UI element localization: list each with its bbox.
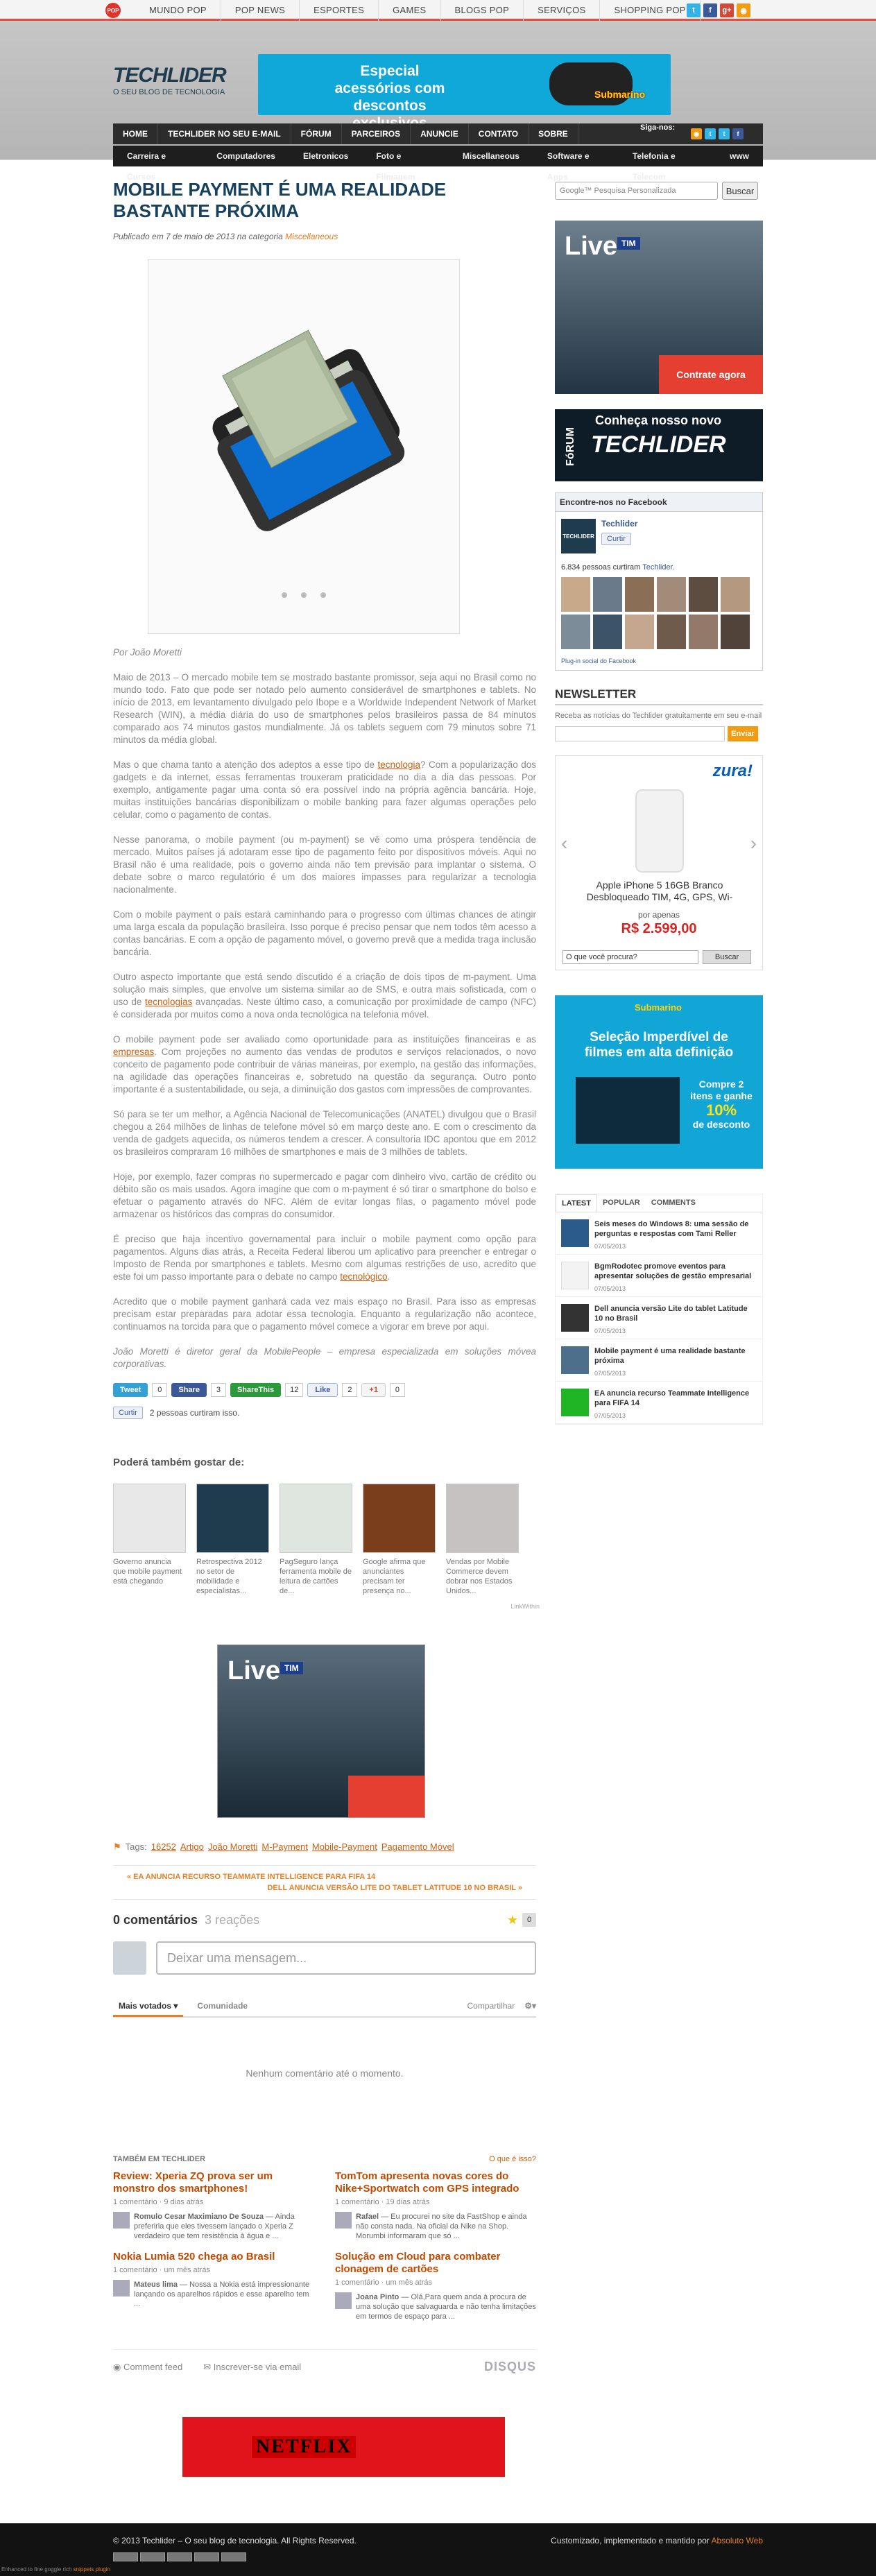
- price-prefix: por apenas: [637, 910, 680, 920]
- badge[interactable]: [167, 2552, 192, 2561]
- ad-red-block: [348, 1776, 424, 1817]
- article-body: [113, 646, 536, 1371]
- latest-item[interactable]: EA anuncia recurso Teammate Intelligence para FIFA 14 07/05/2013: [556, 1382, 762, 1424]
- category-item[interactable]: Miscellaneous: [462, 151, 519, 161]
- email-field[interactable]: [555, 726, 725, 741]
- related-caption: PagSeguro lança ferramenta mobile de leitura de cartões de...: [280, 1558, 352, 1595]
- zura-logo: zura!: [712, 762, 753, 780]
- google-plus-icon[interactable]: g+: [720, 3, 734, 17]
- post-meta-text: Publicado em 7 de maio de 2013 na categoria: [113, 232, 286, 241]
- movie-covers: [576, 1077, 680, 1144]
- tag-link[interactable]: Artigo: [180, 1841, 204, 1852]
- iphone-image: [635, 789, 684, 873]
- ad-live-text: Live: [227, 1656, 281, 1685]
- chevron-left-icon[interactable]: ‹: [561, 832, 568, 854]
- related-caption: Governo anuncia que mobile payment está chegando: [113, 1558, 182, 1586]
- tag-link[interactable]: João Moretti: [207, 1841, 258, 1852]
- forum-vertical-label: FóRUM: [565, 427, 576, 466]
- favorite-count: 0: [522, 1913, 536, 1927]
- top-nav-item[interactable]: SHOPPING POP: [600, 0, 700, 21]
- comment-feed-link[interactable]: ◉ Comment feed: [113, 2361, 183, 2372]
- fb-like-text: 2 pessoas curtiram isso.: [149, 1408, 240, 1418]
- site-footer: [0, 2523, 876, 2576]
- zura-search-input[interactable]: O que você procura?: [562, 950, 698, 964]
- paragraph: Mas o que chama tanto a atenção dos adeptos a esse tipo de tecnologia? Com a popularização dos gadgets e da internet, essas ferramentas trouxeram praticidade no dia a dia das pessoas. Por exemplo, antigamente pagar uma conta só era possível indo na própria agência bancária. Hoje, muitas instituições bancárias disponibilizam o mobile banking para fazer algumas operações pelo celular, como o pagamento de contas.: [113, 759, 536, 820]
- latest-thumb: [561, 1262, 589, 1289]
- paragraph: É preciso que haja incentivo governamental para incluir o mobile payment como opção para pagamentos. Alguns dias atrás, a Receita Federal liberou um aplicativo para preencher e entregar o Imposto de Renda por smartphones e tablets. Mesmo com algumas restrições de uso, acredito que este foi um passo importante para o debate no campo tecnológico.: [113, 1234, 536, 1282]
- site-logo[interactable]: [113, 65, 252, 96]
- live-tim-ad-sidebar[interactable]: [555, 221, 763, 394]
- ad-promo: Compre 2 itens e ganhe 10% de desconto: [690, 1079, 753, 1130]
- tag-link[interactable]: Mobile-Payment: [311, 1841, 377, 1852]
- also-on-item[interactable]: [113, 2251, 314, 2321]
- reactions-count[interactable]: 3 reações: [205, 1912, 260, 1927]
- credit-link[interactable]: Absoluto Web: [711, 2536, 763, 2545]
- ad-tim-logo: TIM: [280, 1662, 303, 1674]
- zura-product-ad[interactable]: [555, 755, 763, 970]
- fan-avatar[interactable]: [561, 615, 590, 649]
- sidebar: [555, 182, 763, 1425]
- author-bio: João Moretti é diretor geral da MobilePeople – empresa especializada em soluções móvea corporativas.: [113, 1346, 536, 1369]
- nav-item[interactable]: TECHLIDER NO SEU E-MAIL: [158, 123, 291, 144]
- also-on-title[interactable]: Review: Xperia ZQ prova ser um monstro dos smartphones!: [113, 2170, 273, 2195]
- category-item[interactable]: www: [729, 151, 749, 161]
- main-content: [113, 179, 540, 2477]
- also-on-title[interactable]: Solução em Cloud para combater clonagem de cartões: [335, 2251, 501, 2275]
- inline-link[interactable]: empresas: [113, 1047, 155, 1057]
- latest-thumb: [561, 1219, 589, 1247]
- tag-link[interactable]: M-Payment: [261, 1841, 308, 1852]
- gear-icon[interactable]: ⚙▾: [524, 2001, 536, 2011]
- post-title[interactable]: MOBILE PAYMENT É UMA REALIDADE BASTANTE PRÓXIMA: [113, 179, 447, 221]
- banner-brand: Submarino: [594, 89, 646, 100]
- chevron-right-icon[interactable]: ›: [750, 832, 757, 854]
- footer-credit: Customizado, implementado e mantido por Absoluto Web: [551, 2536, 763, 2545]
- also-on-excerpt: Rafael — Eu procurei no site da FastShop e ainda não consta nada. Na oficial da Nike na Shop. Morumbi informaram que só ...: [356, 2213, 527, 2240]
- related-heading: Poderá também gostar de:: [113, 1457, 245, 1468]
- inline-link[interactable]: tecnologia: [377, 759, 421, 770]
- badge[interactable]: [113, 2552, 138, 2561]
- disqus-tabs: [113, 1995, 536, 2018]
- gplus-count: 0: [390, 1383, 405, 1397]
- facebook-likebox-heading: Encontre-nos no Facebook: [556, 493, 762, 512]
- site-header: [0, 21, 876, 182]
- fan-avatar[interactable]: [593, 577, 622, 612]
- top-nav: [135, 0, 701, 21]
- related-item[interactable]: [113, 1484, 186, 1596]
- related-item[interactable]: [280, 1484, 352, 1596]
- post-category-link[interactable]: Miscellaneous: [285, 232, 338, 241]
- avatar: [113, 1941, 146, 1975]
- fan-avatar[interactable]: [625, 577, 654, 612]
- newsletter-heading: NEWSLETTER: [555, 687, 763, 705]
- subscribe-email-link[interactable]: ✉ Inscrever-se via email: [203, 2361, 302, 2372]
- related-caption: Google afirma que anunciantes precisam ter presença no...: [363, 1558, 426, 1595]
- category-item[interactable]: Eletronicos: [302, 151, 349, 161]
- tab-best[interactable]: Mais votados ▾: [113, 1995, 183, 2017]
- also-on-header: [113, 2155, 536, 2163]
- latest-item[interactable]: Dell anuncia versão Lite do tablet Latitude 10 no Brasil 07/05/2013: [556, 1297, 762, 1339]
- related-thumb: [446, 1484, 519, 1553]
- search-form: [555, 182, 763, 200]
- latest-thumb: [561, 1346, 589, 1374]
- newsletter-text: Receba as notícias do Techlider gratuitamente em seu e-mail: [555, 712, 762, 720]
- tab-comments[interactable]: COMMENTS: [651, 1199, 696, 1207]
- slider-dots: [148, 590, 459, 600]
- fan-avatar[interactable]: [721, 615, 750, 649]
- twitter-icon[interactable]: t: [705, 128, 716, 139]
- tab-list: [556, 1194, 762, 1212]
- paragraph: Maio de 2013 – O mercado mobile tem se mostrado bastante promissor, seja aqui no Brasil como no mundo todo. Fato que pode ser notado pelo aumento considerável de smartphones e tablets. No início de 2013, em levantamento divulgado pelo Ibope e a Worldwide Independent Network of Market Research (WIN), a média diária do uso de smartphones pelos brasileiros passa de 84 minutos comparado aos 74 minutos gastos mundialmente. Já os tablets seguem com 79 minutos sobre 71 minutos da média global.: [113, 672, 536, 745]
- plugin-link[interactable]: snippets plugin: [73, 2566, 111, 2573]
- fans-count: 6.834 pessoas curtiram Techlider.: [561, 563, 675, 572]
- post-tags: [113, 1841, 536, 1853]
- fan-avatar[interactable]: [689, 615, 718, 649]
- fan-avatar[interactable]: [625, 615, 654, 649]
- fb-curtir-button[interactable]: Curtir: [601, 533, 631, 545]
- category-item[interactable]: Foto e Filmagem: [376, 151, 415, 182]
- disqus-footer: [113, 2349, 536, 2374]
- fb-like-button[interactable]: Like: [307, 1383, 338, 1397]
- top-nav-item[interactable]: MUNDO POP: [135, 0, 221, 21]
- badge[interactable]: [140, 2552, 165, 2561]
- sharethis-button[interactable]: ShareThis: [230, 1383, 281, 1397]
- fb-curtir-button[interactable]: Curtir: [113, 1407, 143, 1419]
- related-posts: [113, 1484, 540, 1610]
- latest-item[interactable]: Mobile payment é uma realidade bastante próxima 07/05/2013: [556, 1339, 762, 1382]
- main-nav: [113, 123, 763, 144]
- banner-text: Especial acessórios com descontos: [334, 63, 445, 114]
- also-on-excerpt: Romulo Cesar Maximiano De Souza — Ainda preferiria que eles tivessem lançado o Xperia Z verdadeiro que tem resistência à água e ...: [134, 2213, 295, 2240]
- post-navigation: [113, 1865, 536, 1900]
- sharethis-count: 12: [285, 1383, 303, 1397]
- badge[interactable]: [221, 2552, 246, 2561]
- submarino-movies-ad[interactable]: [555, 995, 763, 1169]
- category-nav: [113, 146, 763, 182]
- paragraph: O mobile payment pode ser avaliado como oportunidade para as instituições financeiras e as empresas. Com projeções no aumento das vendas de produtos e serviços relacionados, o novo conceito de pagamento pode contribuir de várias maneiras, por exemplo, na gestão das informações, na agilidade das operações financeiras e, sobretudo na questão da segurança. Outro ponto importante é a sustentabilidade, ou seja, a diminuição dos gastos com impressões de comprovantes.: [113, 1034, 536, 1094]
- forum-banner[interactable]: [555, 409, 763, 481]
- fan-avatar[interactable]: [561, 577, 590, 612]
- paragraph: Outro aspecto importante que está sendo discutido é a criação de dois tipos de m-payment. Uma solução mais simples, que envolve um sistema similar ao de SMS, e outra mais sofisticada, com o uso de tecnologias avançadas. Neste último caso, a comunicação por proximidade de campo (NFC) é considerada por muitos como a nova onda tecnológica na telefonia móvel.: [113, 972, 536, 1020]
- disqus-header: [113, 1909, 536, 1930]
- netflix-ad[interactable]: [182, 2417, 505, 2477]
- nav-item[interactable]: ANUNCIE: [411, 123, 469, 144]
- also-on-item[interactable]: [335, 2170, 536, 2241]
- tag-icon: ⚑: [113, 1841, 121, 1852]
- share-bar: [113, 1383, 536, 1397]
- disqus-logo[interactable]: DISQUS: [483, 2360, 536, 2373]
- related-item[interactable]: [363, 1484, 436, 1596]
- facebook-icon[interactable]: f: [703, 3, 717, 17]
- tag-link[interactable]: Pagamento Móvel: [381, 1841, 454, 1852]
- slider-dot[interactable]: [282, 592, 287, 598]
- newsletter-form: [555, 726, 763, 741]
- related-caption: Retrospectiva 2012 no setor de mobilidade e especialistas...: [196, 1558, 262, 1595]
- whats-this-link[interactable]: O que é isso?: [489, 2155, 536, 2163]
- paragraph: Só para se ter um melhor, a Agência Nacional de Telecomunicações (ANATEL) divulgou que o Brasil chegou a 264 milhões de linhas de telefone móvel só em março deste ano. E com o crescimento da venda de gadgets aquecida, os números tendem a crescer. A consultoria IDC apontou que em 2012 os brasileiros compraram 16 milhões de smartphones e mais de 3 milhões de tablets.: [113, 1109, 536, 1157]
- tag-link[interactable]: 16252: [151, 1841, 176, 1852]
- fb-like-row: [113, 1407, 536, 1419]
- latest-thumb: [561, 1389, 589, 1416]
- category-item[interactable]: Carreira e Cursos: [127, 151, 166, 182]
- top-nav-item[interactable]: BLOGS POP: [441, 0, 524, 21]
- product-name: Apple iPhone 5 16GB Branco Desbloqueado TIM, 4G, GPS, Wi-: [586, 879, 733, 902]
- category-item[interactable]: Telefonia e Telecom: [632, 151, 676, 182]
- disqus-comments: [113, 1909, 536, 2374]
- next-post-link[interactable]: DELL ANUNCIA VERSÃO LITE DO TABLET LATITUDE 10 NO BRASIL »: [267, 1884, 522, 1892]
- top-social: [687, 3, 750, 17]
- also-on-list: [113, 2170, 536, 2321]
- newsletter-send-button[interactable]: Enviar: [728, 726, 758, 741]
- related-item[interactable]: [196, 1484, 269, 1596]
- paragraph: Nesse panorama, o mobile payment (ou m-payment) se vê como uma próspera tendência de mercado. Muitos países já adotaram esse tipo de pagamento feito por dispositivos móveis. Aqui no Brasil não é uma realidade, pois o governo ainda não tem previsão para implantar o sistema. O debate sobre o marco regulatório é um dos maiores impasses para regularizar a tecnologia nacionalmente.: [113, 834, 536, 895]
- paragraph: Com o mobile payment o país estará caminhando para o progresso com últimas chances de atingir uma larga escala da população brasileira. Isso porque é preciso pensar que nem todos têm acesso a contas bancárias. E com a opção de pagamento móvel, o governo prevê que a medida traga inclusão bancária.: [113, 909, 536, 957]
- twitter-icon[interactable]: t: [687, 3, 701, 17]
- page-name[interactable]: Techlider: [601, 519, 638, 529]
- related-thumb: [196, 1484, 269, 1553]
- author-line: Por João Moretti: [113, 647, 182, 658]
- like-count: 2: [342, 1383, 357, 1397]
- rss-icon[interactable]: ◉: [691, 128, 702, 139]
- related-item[interactable]: [446, 1484, 519, 1596]
- search-button[interactable]: Buscar: [722, 182, 758, 200]
- nav-social: [691, 128, 744, 139]
- also-on-meta: 1 comentário · um mês atrás: [335, 2278, 432, 2287]
- avatar: [113, 2280, 130, 2296]
- twitter-icon[interactable]: t: [719, 128, 730, 139]
- logo-subtitle: O SEU BLOG DE TECNOLOGIA: [113, 88, 225, 96]
- related-thumb: [113, 1484, 186, 1553]
- page-logo[interactable]: TECHLIDER: [561, 519, 596, 553]
- also-on-label: TAMBÉM EM TECHLIDER: [113, 2155, 206, 2163]
- related-thumb: [280, 1484, 352, 1553]
- copyright: © 2013 Techlider – O seu blog de tecnologia. All Rights Reserved.: [113, 2536, 357, 2545]
- ad-cta: Contrate agora: [659, 355, 763, 394]
- submarino-logo: Submarino: [635, 1002, 682, 1013]
- ad-title: Seleção Imperdível de filmes em alta definição: [584, 1030, 734, 1060]
- forum-banner-line2: TECHLIDER: [591, 431, 726, 458]
- share-count: 3: [211, 1383, 226, 1397]
- fan-avatar[interactable]: [657, 615, 686, 649]
- avatar: [335, 2212, 352, 2229]
- slider-dot[interactable]: [301, 592, 307, 598]
- rss-icon: ◉: [113, 2361, 121, 2372]
- also-on-title[interactable]: Nokia Lumia 520 chega ao Brasil: [113, 2251, 275, 2262]
- logo-title: TECHLIDER: [113, 64, 226, 87]
- netflix-logo: NETFLIX: [252, 2436, 356, 2458]
- slider-dot[interactable]: [320, 592, 326, 598]
- facebook-icon[interactable]: f: [732, 128, 744, 139]
- latest-item[interactable]: BgmRodotec promove eventos para apresentar soluções de gestão empresarial 07/05/2013: [556, 1255, 762, 1297]
- nav-item[interactable]: SOBRE: [529, 123, 578, 144]
- posts-tabs: [555, 1194, 763, 1425]
- avatar: [335, 2292, 352, 2309]
- google-plus-button[interactable]: +1: [361, 1383, 386, 1397]
- inline-link[interactable]: tecnológico: [340, 1271, 388, 1282]
- top-nav-item[interactable]: POP NEWS: [221, 0, 300, 21]
- forum-banner-line1: Conheça nosso novo: [595, 413, 722, 427]
- fan-avatar[interactable]: [721, 577, 750, 612]
- no-comments-text: Nenhum comentário até o momento.: [246, 2068, 404, 2079]
- ad-tim-logo: TIM: [617, 237, 640, 250]
- top-nav-item[interactable]: ESPORTES: [300, 0, 379, 21]
- fan-avatar[interactable]: [593, 615, 622, 649]
- badge[interactable]: [194, 2552, 219, 2561]
- nav-item[interactable]: HOME: [113, 123, 158, 144]
- header-banner-ad[interactable]: [258, 54, 671, 115]
- also-on-meta: 1 comentário · 9 dias atrás: [113, 2198, 204, 2206]
- phones-with-money-image: [148, 260, 461, 635]
- related-thumb: [363, 1484, 436, 1553]
- also-on-excerpt: Mateus lima — Nossa a Nokia está impressionante lançando os aparelhos rápidos e esse aparelho tem ...: [134, 2281, 310, 2308]
- latest-item[interactable]: Seis meses do Windows 8: uma sessão de perguntas e respostas com Tami Reller 07/05/2013: [556, 1212, 762, 1255]
- avatar: [113, 2212, 130, 2229]
- related-caption: Vendas por Mobile Commerce devem dobrar nos Estados Unidos...: [446, 1558, 513, 1595]
- fan-avatar[interactable]: [689, 577, 718, 612]
- fb-share-button[interactable]: Share: [171, 1383, 207, 1397]
- ad-live-text: Live: [565, 232, 618, 261]
- follow-label: Siga-nos:: [640, 123, 676, 132]
- also-on-meta: 1 comentário · 19 dias atrás: [335, 2198, 430, 2206]
- product-price: R$ 2.599,00: [621, 921, 697, 936]
- star-icon[interactable]: ★: [506, 1912, 518, 1927]
- live-tim-ad[interactable]: [217, 1645, 425, 1818]
- nav-item[interactable]: CONTATO: [469, 123, 529, 144]
- linkwithin-credit[interactable]: LinkWithin: [510, 1603, 540, 1610]
- also-on-meta: 1 comentário · um mês atrás: [113, 2266, 210, 2274]
- tab-community[interactable]: Comunidade: [197, 2001, 248, 2011]
- zura-search-button[interactable]: Buscar: [703, 950, 751, 964]
- comment-count: 0 comentários: [113, 1912, 198, 1927]
- category-item[interactable]: Computadores: [216, 151, 275, 161]
- rss-icon[interactable]: ◉: [737, 3, 750, 17]
- comment-composer: [113, 1941, 536, 1975]
- top-nav-item[interactable]: GAMES: [379, 0, 440, 21]
- post-image-slider[interactable]: [148, 259, 460, 634]
- paragraph: Acredito que o mobile payment ganhará cada vez mais espaço no Brasil. Para isso as empresas precisam estar preparadas para adotar essa tecnologia. Enquanto a regularização não acontece, continuamos na torcida para que o pagamento móvel comece a vigorar em breve por aqui.: [113, 1296, 536, 1332]
- prev-post-link[interactable]: « EA ANUNCIA RECURSO TEAMMATE INTELLIGENCE PARA FIFA 14: [127, 1873, 376, 1881]
- share-comments-link[interactable]: Compartilhar: [467, 2001, 515, 2011]
- tab-latest[interactable]: LATEST: [556, 1194, 597, 1212]
- nav-item[interactable]: PARCEIROS: [342, 123, 411, 144]
- tab-popular[interactable]: POPULAR: [602, 1199, 640, 1207]
- nav-item[interactable]: FÓRUM: [291, 123, 342, 144]
- fan-avatar[interactable]: [657, 577, 686, 612]
- powered-by: Enhanced to fine goggle rich snippets plugin: [1, 2566, 111, 2573]
- search-input[interactable]: Google™ Pesquisa Personalizada: [555, 182, 718, 200]
- facebook-likebox: [555, 492, 763, 671]
- also-on-item[interactable]: [335, 2251, 536, 2321]
- category-item[interactable]: Software e Apps: [547, 151, 590, 182]
- chevron-down-icon: ▾: [173, 2001, 178, 2011]
- facebook-page: [556, 512, 762, 560]
- tweet-button[interactable]: Tweet: [113, 1383, 148, 1397]
- pop-logo[interactable]: POP: [105, 3, 121, 18]
- post-meta: [113, 232, 536, 241]
- latest-thumb: [561, 1304, 589, 1332]
- tweet-count: 0: [152, 1383, 167, 1397]
- inline-link[interactable]: tecnologias: [145, 997, 193, 1007]
- paragraph: Hoje, por exemplo, fazer compras no supermercado e pagar com dinheiro vivo, cartão de crédito ou débito são os mais usados. Agora imagine que com o m-payment é só tirar o smartphone do bolso e efetuar o pagamento através do NFC. Além de evitar longas filas, o pagamento móvel pode armazenar os históricos das compras do consumidor.: [113, 1171, 536, 1219]
- top-bar: [0, 0, 876, 21]
- tags-label: Tags:: [125, 1841, 147, 1852]
- mail-icon: ✉: [203, 2361, 212, 2372]
- footer-badges: [113, 2552, 246, 2561]
- fan-faces: [556, 574, 762, 652]
- also-on-excerpt: Joana Pinto — Olá,Para quem anda à procura de uma solução que salvaguarda e não tenha limitações em termos de espaço para ...: [356, 2293, 536, 2321]
- also-on-title[interactable]: TomTom apresenta novas cores do Nike+Sportwatch com GPS integrado: [335, 2170, 519, 2195]
- comment-input[interactable]: Deixar uma mensagem...: [156, 1941, 536, 1975]
- also-on-item[interactable]: [113, 2170, 314, 2241]
- top-nav-item[interactable]: SERVIÇOS: [524, 0, 600, 21]
- fb-plugin-label[interactable]: Plug-in social do Facebook: [561, 658, 637, 664]
